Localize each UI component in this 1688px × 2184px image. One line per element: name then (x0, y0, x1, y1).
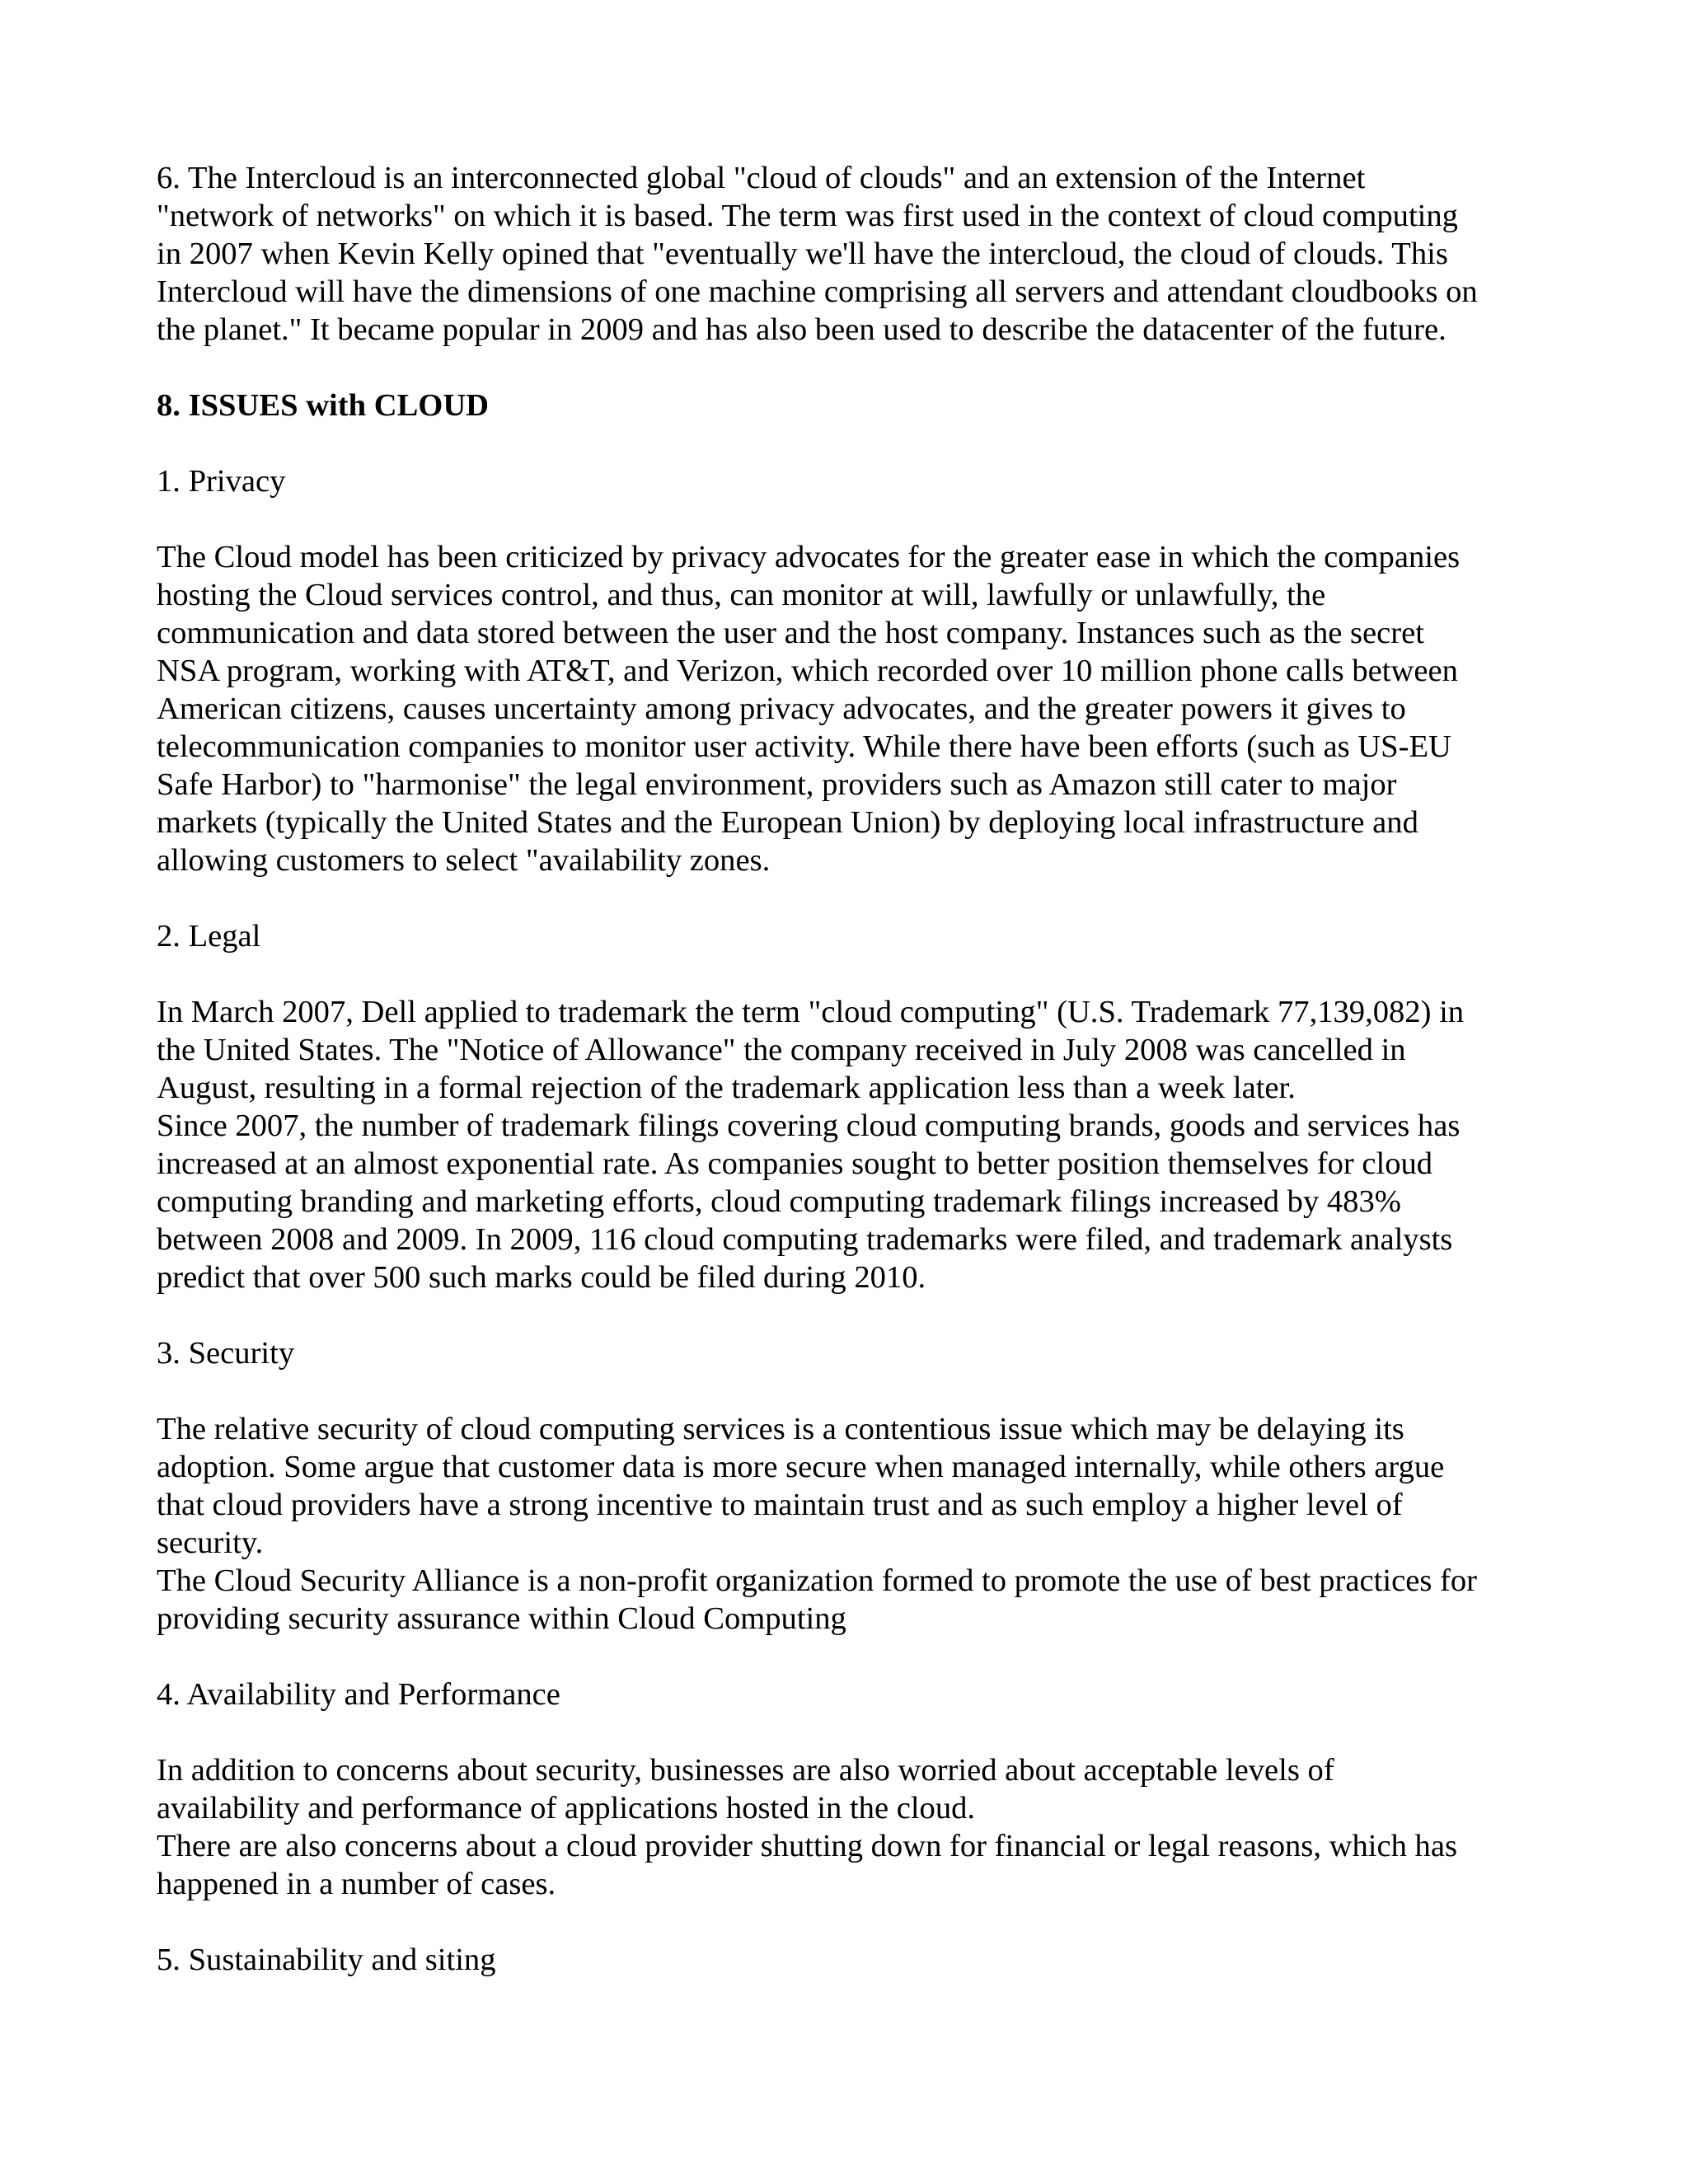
text-line: Safe Harbor) to "harmonise" the legal environment, providers such as Amazon still cater to major (157, 767, 1397, 802)
text-line: 6. The Intercloud is an interconnected global "cloud of clouds" and an extension of the Internet (157, 161, 1366, 195)
text-line: telecommunication companies to monitor user activity. While there have been efforts (such as US-EU (157, 729, 1451, 764)
text-line: communication and data stored between the user and the host company. Instances such as the secret (157, 616, 1424, 650)
text-line: In addition to concerns about security, businesses are also worried about acceptable levels of (157, 1753, 1334, 1788)
text-line: increased at an almost exponential rate. As companies sought to better position themselves for cloud (157, 1146, 1433, 1181)
issue-heading-privacy: 1. Privacy (157, 464, 286, 499)
text-line: the planet." It became popular in 2009 and has also been used to describe the datacenter of the future. (157, 312, 1447, 347)
text-line: providing security assurance within Cloud Computing (157, 1601, 846, 1636)
document-page (157, 159, 1541, 1979)
intro-paragraph (157, 159, 1541, 349)
text-line: NSA program, working with AT&T, and Verizon, which recorded over 10 million phone calls between (157, 654, 1458, 688)
text-line: Since 2007, the number of trademark filings covering cloud computing brands, goods and services has (157, 1108, 1461, 1143)
privacy-paragraph (157, 538, 1541, 879)
text-line: August, resulting in a formal rejection of the trademark application less than a week later. (157, 1071, 1296, 1105)
text-line: hosting the Cloud services control, and thus, can monitor at will, lawfully or unlawfully, the (157, 578, 1326, 612)
text-line: The Cloud model has been criticized by privacy advocates for the greater ease in which the companies (157, 540, 1461, 574)
text-line: The Cloud Security Alliance is a non-profit organization formed to promote the use of best practices for (157, 1563, 1477, 1598)
text-line: American citizens, causes uncertainty among privacy advocates, and the greater powers it gives to (157, 691, 1406, 726)
issue-heading-security: 3. Security (157, 1336, 295, 1371)
text-line: adoption. Some argue that customer data is more secure when managed internally, while others argue (157, 1450, 1445, 1484)
security-paragraph (157, 1410, 1541, 1638)
text-line: "network of networks" on which it is based. The term was first used in the context of cloud computing (157, 199, 1458, 233)
text-line: The relative security of cloud computing services is a contentious issue which may be delaying its (157, 1412, 1404, 1446)
text-line: that cloud providers have a strong incentive to maintain trust and as such employ a higher level of (157, 1488, 1403, 1522)
text-line: between 2008 and 2009. In 2009, 116 cloud computing trademarks were filed, and trademark analysts (157, 1222, 1453, 1257)
text-line: In March 2007, Dell applied to trademark the term "cloud computing" (U.S. Trademark 77,139,082) in (157, 995, 1465, 1029)
text-line: happened in a number of cases. (157, 1867, 556, 1901)
text-line: Intercloud will have the dimensions of one machine comprising all servers and attendant cloudbooks on (157, 274, 1478, 309)
text-line: There are also concerns about a cloud provider shutting down for financial or legal reasons, which has (157, 1829, 1457, 1863)
issue-heading-availability: 4. Availability and Performance (157, 1677, 560, 1712)
text-line: the United States. The "Notice of Allowance" the company received in July 2008 was cancelled in (157, 1033, 1406, 1067)
text-line: predict that over 500 such marks could be filed during 2010. (157, 1260, 926, 1295)
legal-paragraph (157, 993, 1541, 1296)
text-line: allowing customers to select "availability zones. (157, 843, 771, 878)
text-line: in 2007 when Kevin Kelly opined that "eventually we'll have the intercloud, the cloud of clouds. This (157, 237, 1448, 271)
issue-heading-sustainability: 5. Sustainability and siting (157, 1943, 496, 1977)
issue-heading-legal: 2. Legal (157, 919, 261, 954)
availability-paragraph (157, 1751, 1541, 1903)
text-line: availability and performance of applications hosted in the cloud. (157, 1791, 976, 1825)
text-line: markets (typically the United States and the European Union) by deploying local infrastructure and (157, 805, 1418, 840)
section-heading: 8. ISSUES with CLOUD (157, 388, 490, 423)
text-line: security. (157, 1526, 264, 1560)
text-line: computing branding and marketing efforts, cloud computing trademark filings increased by 483% (157, 1184, 1401, 1219)
